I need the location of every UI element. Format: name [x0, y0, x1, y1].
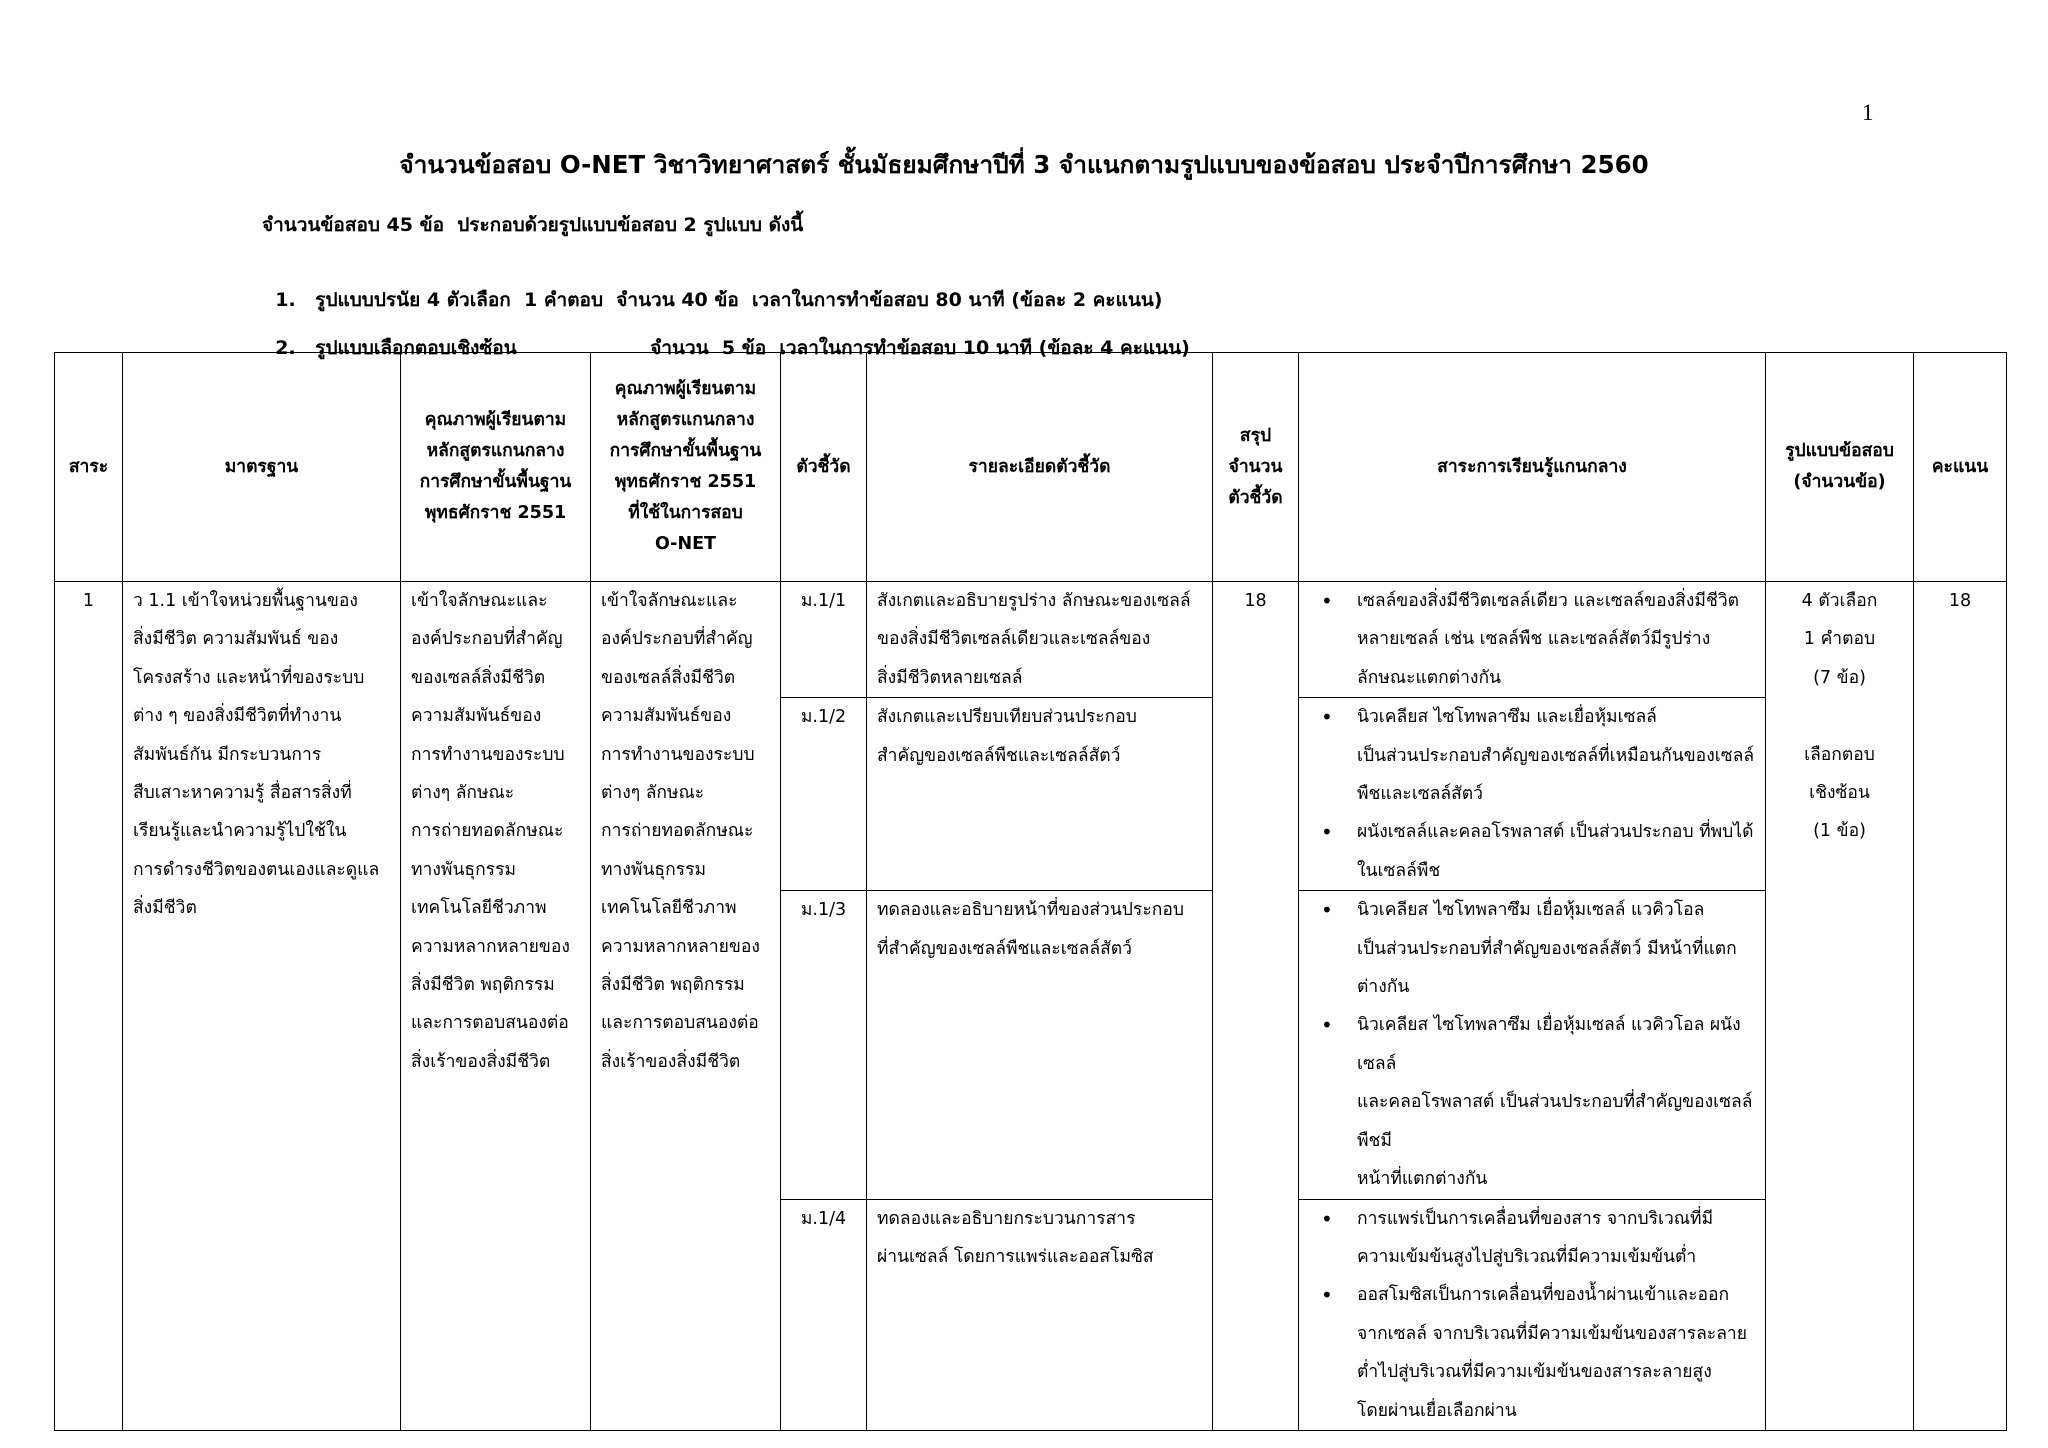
standard-cell: ว 1.1 เข้าใจหน่วยพื้นฐานของ สิ่งมีชีวิต ความสัมพันธ์ ของ โครงสร้าง และหน้าที่ของระบบ ต่าง ๆ ของสิ่งมีชีวิตที่ทำงาน สัมพันธ์กัน มีกระบวนการ สืบเสาะหาความรู้ สื่อสารสิ่งที่ เรียนรู้และนำความรู้ไปใช้ใน การดำรงชีวิตของตนเองและดูแล สิ่งมีชีวิต	[123, 582, 401, 1431]
list-item: • นิวเคลียส ไซโทพลาซึม เยื่อหุ้มเซลล์ แวคิวโอล เป็นส่วนประกอบที่สำคัญของเซลล์สัตว์ มีหน้าที่แตกต่างกัน	[1357, 891, 1755, 1006]
format-name: รูปแบบเลือกตอบเชิงซ้อน	[315, 337, 517, 359]
indicator-cell: ม.1/4	[781, 1199, 867, 1430]
indicator-cell: ม.1/2	[781, 698, 867, 891]
header-quality: คุณภาพผู้เรียนตาม หลักสูตรแกนกลาง การศึกษาขั้นพื้นฐาน พุทธศักราช 2551	[401, 353, 591, 582]
table-header-row	[55, 353, 2007, 582]
indicator-detail-cell: ทดลองและอธิบายหน้าที่ของส่วนประกอบ ที่สำคัญของเซลล์พืชและเซลล์สัตว์	[867, 891, 1213, 1199]
header-test-format: รูปแบบข้อสอบ (จำนวนข้อ)	[1766, 353, 1914, 582]
header-score: คะแนน	[1914, 353, 2007, 582]
indicator-detail-cell: สังเกตและอธิบายรูปร่าง ลักษณะของเซลล์ ของสิ่งมีชีวิตเซลล์เดียวและเซลล์ของ สิ่งมีชีวิตหลายเซลล์	[867, 582, 1213, 698]
format-time: เวลาในการทำข้อสอบ 10 นาที (ข้อละ 4 คะแนน)	[779, 337, 1190, 359]
header-standard: มาตรฐาน	[123, 353, 401, 582]
list-item: • ผนังเซลล์และคลอโรพลาสต์ เป็นส่วนประกอบ ที่พบได้ในเซลล์พืช	[1357, 813, 1755, 890]
table-row	[55, 582, 2007, 698]
page-number: 1	[1862, 100, 1874, 125]
test-format-line	[1776, 697, 1903, 735]
format-item-1	[262, 263, 1162, 315]
header-quality-used: คุณภาพผู้เรียนตาม หลักสูตรแกนกลาง การศึกษาขั้นพื้นฐาน พุทธศักราช 2551 ที่ใช้ในการสอบ O-NET	[591, 353, 781, 582]
intro-text: จำนวนข้อสอบ 45 ข้อ ประกอบด้วยรูปแบบข้อสอบ 2 รูปแบบ ดังนี้	[262, 214, 804, 236]
test-format-line: (7 ข้อ)	[1813, 667, 1866, 688]
document-title: จำนวนข้อสอบ O-NET วิชาวิทยาศาสตร์ ชั้นมัธยมศึกษาปีที่ 3 จำแนกตามรูปแบบของข้อสอบ ประจำปีการศึกษา 2560	[399, 150, 1649, 179]
test-format-line: 1 คำตอบ	[1803, 629, 1876, 650]
core-content-cell	[1299, 698, 1766, 891]
indicator-cell: ม.1/3	[781, 891, 867, 1199]
quality-cell: เข้าใจลักษณะและ องค์ประกอบที่สำคัญ ของเซลล์สิ่งมีชีวิต ความสัมพันธ์ของ การทำงานของระบบ ต่างๆ ลักษณะ การถ่ายทอดลักษณะ ทางพันธุกรรม เทคโนโลยีชีวภาพ ความหลากหลายของ สิ่งมีชีวิต พฤติกรรม และการตอบสนองต่อ สิ่งเร้าของสิ่งมีชีวิต	[401, 582, 591, 1431]
test-format-line: (1 ข้อ)	[1813, 821, 1866, 842]
test-format-cell	[1766, 582, 1914, 1431]
standards-table	[54, 352, 2007, 1431]
core-content-cell	[1299, 1199, 1766, 1430]
format-count: จำนวน 5 ข้อ	[650, 337, 767, 359]
list-item: • การแพร่เป็นการเคลื่อนที่ของสาร จากบริเวณที่มี ความเข้มข้นสูงไปสู่บริเวณที่มีความเข้มข้นต่ำ	[1357, 1200, 1755, 1277]
indicator-detail-cell: สังเกตและเปรียบเทียบส่วนประกอบ สำคัญของเซลล์พืชและเซลล์สัตว์	[867, 698, 1213, 891]
list-item: • นิวเคลียส ไซโทพลาซึม และเยื่อหุ้มเซลล์ เป็นส่วนประกอบสำคัญของเซลล์ที่เหมือนกันของเซลล์ พืชและเซลล์สัตว์	[1357, 698, 1755, 813]
list-item: • นิวเคลียส ไซโทพลาซึม เยื่อหุ้มเซลล์ แวคิวโอล ผนังเซลล์ และคลอโรพลาสต์ เป็นส่วนประกอบที่สำคัญของเซลล์พืชมี หน้าที่แตกต่างกัน	[1357, 1006, 1755, 1198]
core-content-list	[1309, 698, 1755, 890]
list-item: • เซลล์ของสิ่งมีชีวิตเซลล์เดียว และเซลล์ของสิ่งมีชีวิต หลายเซลล์ เช่น เซลล์พืช และเซลล์สัตว์มีรูปร่าง ลักษณะแตกต่างกัน	[1357, 582, 1755, 697]
score-cell: 18	[1914, 582, 2007, 1431]
core-content-list	[1309, 1200, 1755, 1430]
header-indicator-count: สรุป จำนวน ตัวชี้วัด	[1213, 353, 1299, 582]
strand-cell: 1	[55, 582, 123, 1431]
header-indicator: ตัวชี้วัด	[781, 353, 867, 582]
format-number: 2.	[275, 337, 296, 359]
format-time: เวลาในการทำข้อสอบ 80 นาที (ข้อละ 2 คะแนน)	[752, 289, 1163, 311]
format-name: รูปแบบปรนัย 4 ตัวเลือก 1 คำตอบ	[315, 289, 604, 311]
indicator-detail-cell: ทดลองและอธิบายกระบวนการสาร ผ่านเซลล์ โดยการแพร่และออสโมซิส	[867, 1199, 1213, 1430]
test-format-line: เลือกตอบเชิงซ้อน	[1804, 744, 1875, 804]
test-format-line: 4 ตัวเลือก	[1801, 591, 1878, 611]
format-number: 1.	[275, 289, 296, 311]
format-count: จำนวน 40 ข้อ	[616, 289, 739, 311]
quality-used-cell: เข้าใจลักษณะและ องค์ประกอบที่สำคัญ ของเซลล์สิ่งมีชีวิต ความสัมพันธ์ของ การทำงานของระบบ ต่างๆ ลักษณะ การถ่ายทอดลักษณะ ทางพันธุกรรม เทคโนโลยีชีวภาพ ความหลากหลายของ สิ่งมีชีวิต พฤติกรรม และการตอบสนองต่อ สิ่งเร้าของสิ่งมีชีวิต	[591, 582, 781, 1431]
core-content-list	[1309, 891, 1755, 1198]
core-content-cell	[1299, 891, 1766, 1199]
indicator-count-cell: 18	[1213, 582, 1299, 1431]
indicator-cell: ม.1/1	[781, 582, 867, 698]
header-indicator-detail: รายละเอียดตัวชี้วัด	[867, 353, 1213, 582]
core-content-cell	[1299, 582, 1766, 698]
core-content-list	[1309, 582, 1755, 697]
header-strand: สาระ	[55, 353, 123, 582]
list-item: • ออสโมซิสเป็นการเคลื่อนที่ของน้ำผ่านเข้าและออก จากเซลล์ จากบริเวณที่มีความเข้มข้นของสารละลาย ต่ำไปสู่บริเวณที่มีความเข้มข้นของสารละลายสูง โดยผ่านเยื่อเลือกผ่าน	[1357, 1276, 1755, 1430]
header-core-content: สาระการเรียนรู้แกนกลาง	[1299, 353, 1766, 582]
